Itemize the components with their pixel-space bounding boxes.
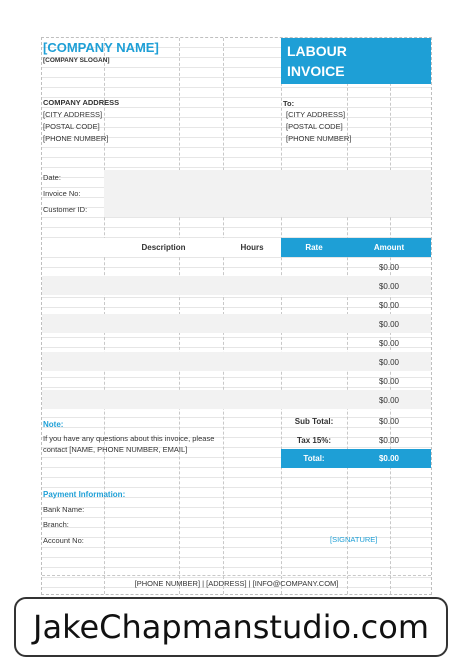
payment-info-title: Payment Information: bbox=[43, 490, 126, 499]
rate-amount-header bbox=[281, 238, 431, 257]
amount-cell: $0.00 bbox=[378, 301, 400, 310]
amount-cell: $0.00 bbox=[378, 339, 400, 348]
company-address-label: COMPANY ADDRESS bbox=[43, 98, 120, 107]
amount-cell: $0.00 bbox=[378, 282, 400, 291]
total-band bbox=[281, 449, 431, 468]
watermark-text: JakeChapmanstudio.com bbox=[33, 608, 429, 646]
note-title: Note: bbox=[43, 420, 64, 429]
amount-cell: $0.00 bbox=[378, 396, 400, 405]
signature-placeholder[interactable]: [SIGNATURE] bbox=[330, 535, 378, 544]
customer-id-label: Customer ID: bbox=[43, 205, 88, 214]
to-city: [CITY ADDRESS] bbox=[286, 110, 346, 119]
invoice-banner bbox=[281, 38, 431, 84]
company-city: [CITY ADDRESS] bbox=[43, 110, 103, 119]
rate-header: Rate bbox=[305, 243, 323, 252]
total-value: $0.00 bbox=[378, 454, 400, 463]
amount-cell: $0.00 bbox=[378, 263, 400, 272]
to-phone: [PHONE NUMBER] bbox=[286, 134, 352, 143]
invoice-title: LABOUR INVOICE bbox=[287, 43, 347, 79]
company-name: [COMPANY NAME] bbox=[43, 40, 159, 55]
footer-divider bbox=[42, 575, 431, 576]
company-phone: [PHONE NUMBER] bbox=[43, 134, 109, 143]
company-slogan: [COMPANY SLOGAN] bbox=[43, 57, 110, 64]
description-header: Description bbox=[141, 243, 186, 252]
to-postal: [POSTAL CODE] bbox=[286, 122, 343, 131]
footer-contact: [PHONE NUMBER] | [ADDRESS] | [INFO@COMPANY.COM] bbox=[134, 579, 339, 588]
amount-cell: $0.00 bbox=[378, 320, 400, 329]
amount-header: Amount bbox=[373, 243, 405, 252]
date-label: Date: bbox=[43, 173, 61, 182]
tax-value: $0.00 bbox=[378, 436, 400, 445]
hours-header: Hours bbox=[240, 243, 264, 252]
company-postal: [POSTAL CODE] bbox=[43, 122, 100, 131]
to-label: To: bbox=[283, 99, 295, 108]
tax-label: Tax 15%: bbox=[296, 436, 332, 445]
invoice-number-label: Invoice No: bbox=[43, 189, 81, 198]
watermark-banner bbox=[14, 597, 448, 657]
bank-name-label: Bank Name: bbox=[43, 505, 85, 514]
total-label: Total: bbox=[303, 454, 325, 463]
note-text: If you have any questions about this invoice, please contact [NAME, PHONE NUMBER, EMAIL] bbox=[43, 434, 215, 454]
subtotal-label: Sub Total: bbox=[294, 417, 334, 426]
amount-cell: $0.00 bbox=[378, 377, 400, 386]
subtotal-value: $0.00 bbox=[378, 417, 400, 426]
invoice-sheet bbox=[41, 37, 432, 595]
amount-cell: $0.00 bbox=[378, 358, 400, 367]
branch-label: Branch: bbox=[43, 520, 69, 529]
account-number-label: Account No: bbox=[43, 536, 84, 545]
meta-fields-box[interactable] bbox=[104, 170, 431, 217]
